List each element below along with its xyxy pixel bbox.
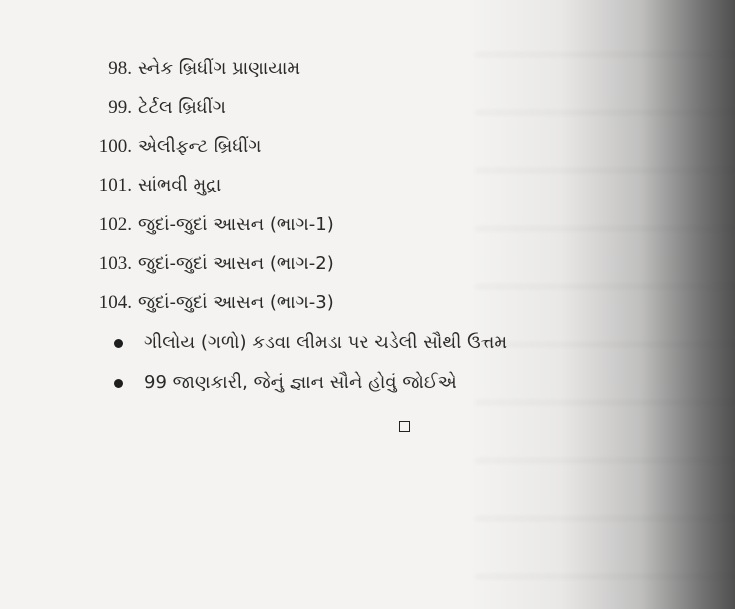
bullet-dot-icon bbox=[114, 379, 123, 388]
toc-entry-number: 104. bbox=[98, 292, 132, 313]
bullet-dot-icon bbox=[114, 339, 123, 348]
bullet-entry-text: 99 જાણકારી, જેનું જ્ઞાન સૌને હોવું જોઈએ bbox=[144, 372, 457, 393]
bullet-entry-text: ગીલોય (ગળો) કડવા લીમડા પર ચડેલી સૌથી ઉત્તમ bbox=[144, 332, 508, 353]
toc-entry-title: એલીફન્ટ બ્રિધીંગ bbox=[138, 136, 262, 157]
end-of-section-box-icon bbox=[399, 421, 410, 432]
toc-entry-title: જુદાં-જુદાં આસન (ભાગ-2) bbox=[138, 253, 334, 274]
toc-entry-number: 98. bbox=[108, 58, 132, 79]
toc-entry bbox=[0, 58, 300, 80]
toc-entry bbox=[0, 253, 334, 275]
page-shadow-bleed-through bbox=[475, 0, 735, 609]
toc-entry-number: 99. bbox=[108, 97, 132, 118]
toc-entry-title: સ્નેક બ્રિધીંગ પ્રાણાયામ bbox=[138, 58, 301, 79]
toc-entry bbox=[0, 136, 261, 158]
toc-entry-number: 103. bbox=[98, 253, 132, 274]
toc-entry-title: જુદાં-જુદાં આસન (ભાગ-3) bbox=[138, 292, 334, 313]
toc-entry-title: સાંભવી મુદ્રા bbox=[138, 175, 222, 196]
toc-entry bbox=[0, 175, 221, 197]
toc-entry-number: 102. bbox=[98, 214, 132, 235]
toc-entry-number: 100. bbox=[98, 136, 132, 157]
bullet-entry bbox=[0, 332, 620, 354]
bullet-entry bbox=[0, 372, 620, 394]
toc-entry-title: ટેર્ટલ બ્રિધીંગ bbox=[138, 97, 226, 118]
toc-entry-title: જુદાં-જુદાં આસન (ભાગ-1) bbox=[138, 214, 334, 235]
toc-entry bbox=[0, 97, 226, 119]
toc-entry bbox=[0, 214, 334, 236]
toc-entry bbox=[0, 292, 334, 314]
toc-entry-number: 101. bbox=[98, 175, 132, 196]
